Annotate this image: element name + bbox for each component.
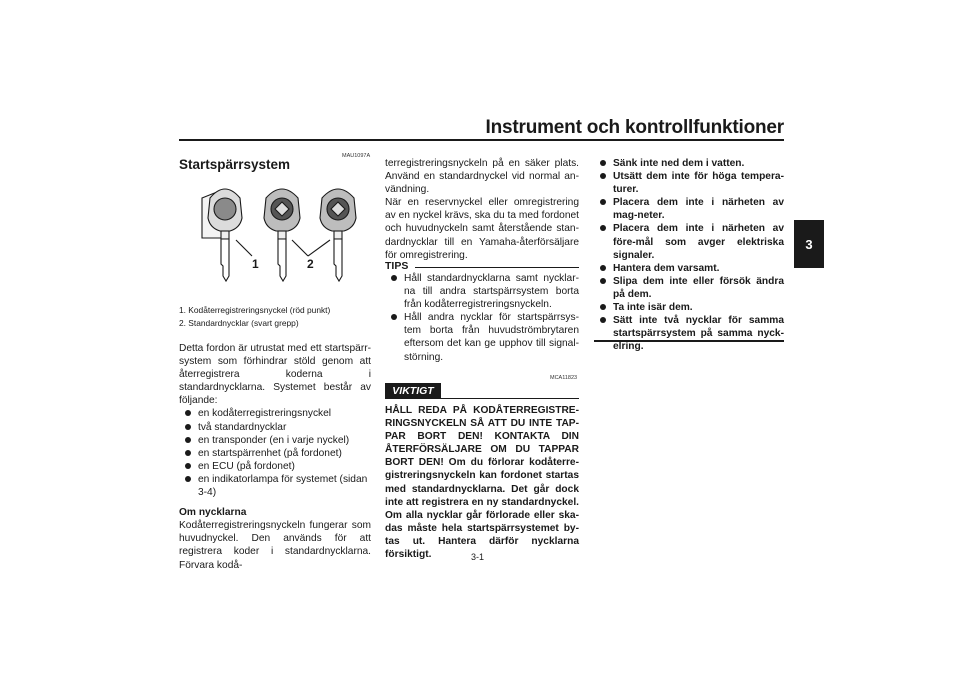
list-item: Placera dem inte i närheten av före-mål som avger elektriska signaler. <box>594 222 784 261</box>
list-item: Ta inte isär dem. <box>594 301 784 314</box>
page-number: 3-1 <box>471 552 485 562</box>
figure-label-1: 1 <box>252 257 259 271</box>
keys-paragraph: Kodåterregistreringsnyckeln fungerar som huvudnyckel. Den används för att registrera koder i standardnycklarna. Förvara kodå- <box>179 520 371 571</box>
section-title: Startspärrsystem <box>179 157 291 172</box>
figure-label-2: 2 <box>307 257 314 271</box>
caution-text: HÅLL REDA PÅ KODÅTERREGISTRE-RINGSNYCKELN SÅ ATT DU INTE TAP-PAR BORT DEN! KONTAKTA DIN ÅTERFÖRSÄLJARE OM DU TAPPAR BORT DEN! Om du förlorar kodåterre-gistreringsnyckeln kan fordonet startas med standardnycklarna. Det går dock inte att registrera en ny standardnyckel. Om alla nycklar går förlorade eller ska-das måste hela startspärrsystemet by-tas ut. Hantera därför nycklarna försiktigt. <box>385 405 579 561</box>
section-end-rule <box>594 340 784 342</box>
chapter-tab: 3 <box>794 220 824 268</box>
list-item: en transponder (en i varje nyckel) <box>179 434 371 447</box>
list-item: Håll standardnycklarna samt nycklar-na till andra startspärrsystem borta från kodåterregistreringsnyckeln. <box>385 272 579 311</box>
tips-rule <box>415 267 579 268</box>
list-item: en ECU (på fordonet) <box>179 460 371 473</box>
tips-list <box>385 272 579 364</box>
figure-caption-2: 2. Standardnycklar (svart grepp) <box>179 318 299 328</box>
left-column <box>179 342 371 572</box>
list-item: Håll andra nycklar för startspärrsys-tem borta från huvudströmbrytaren eftersom det kan ge upphov till signal-störning. <box>385 311 579 363</box>
list-item: en startspärrenhet (på fordonet) <box>179 447 371 460</box>
caution-label: VIKTIGT <box>385 383 441 399</box>
list-item: Sänk inte ned dem i vatten. <box>594 157 784 170</box>
list-item: Slipa dem inte eller försök ändra på dem. <box>594 275 784 301</box>
intro-paragraph: Detta fordon är utrustat med ett startspärr-system som förhindrar stöld genom att återregistrera koderna i standardnycklarna. Systemet består av följande: <box>179 343 371 407</box>
middle-column <box>385 157 579 262</box>
page-header-title: Instrument och kontrollfunktioner <box>485 117 784 138</box>
component-list <box>179 407 371 499</box>
keys-paragraph-continued: terregistreringsnyckeln på en säker plats. Använd en standardnyckel vid normal an-vändning. <box>385 158 579 196</box>
key-illustration <box>180 176 376 298</box>
list-item: Placera dem inte i närheten av mag-neter. <box>594 196 784 222</box>
header-rule <box>179 139 784 141</box>
section-code: MAU1097A <box>342 153 371 159</box>
list-item: Sätt inte två nycklar för samma startspärrsystem på samma nyck-elring. <box>594 314 784 353</box>
list-item: två standardnycklar <box>179 421 371 434</box>
warning-list <box>594 157 784 353</box>
caution-rule <box>441 398 579 399</box>
list-item: en kodåterregistreringsnyckel <box>179 407 371 420</box>
list-item: en indikatorlampa för systemet (sidan 3-4) <box>179 473 371 499</box>
reserve-paragraph: När en reservnyckel eller omregistrering av en nyckel krävs, ska du ta med fordonet och huvudnyckeln samt återstående stan-dardnycklar till en Yamaha-återförsäljare för omregistrering. <box>385 197 579 261</box>
list-item: Hantera dem varsamt. <box>594 262 784 275</box>
caution-code: MCA11823 <box>550 375 578 381</box>
figure-caption-1: 1. Kodåterregistreringsnyckel (röd punkt) <box>179 305 331 315</box>
tips-label: TIPS <box>385 260 409 272</box>
keys-subheading: Om nycklarna <box>179 507 247 519</box>
list-item: Utsätt dem inte för höga tempera-turer. <box>594 170 784 196</box>
